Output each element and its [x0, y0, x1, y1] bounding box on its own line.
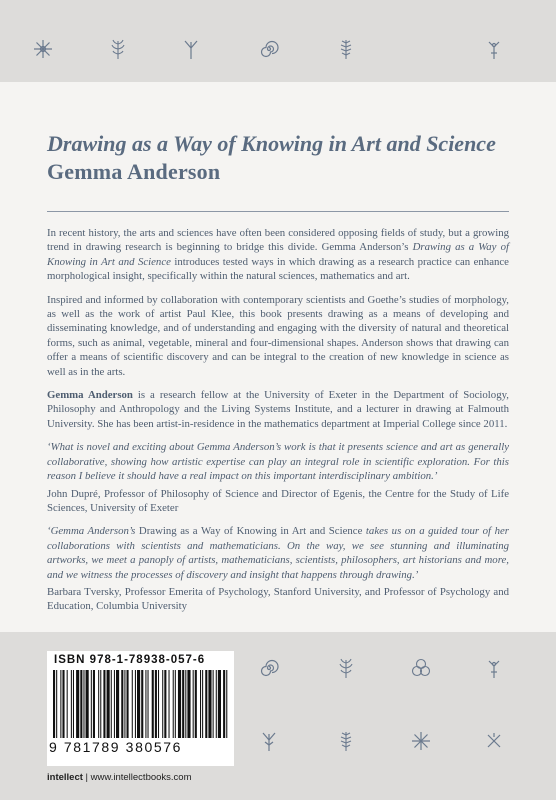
cross-sprig-icon [483, 730, 505, 752]
title-block [47, 130, 517, 186]
barcode-bar [187, 670, 190, 738]
publisher-line [47, 772, 192, 783]
barcode-bar [107, 670, 110, 738]
leaf-sprig-icon [107, 38, 129, 60]
barcode-bar [141, 670, 143, 738]
endorsement-attribution-2: Barbara Tversky, Professor Emerita of Psychology, Stanford University, and Professor of Psychology and Education, Columbia University [47, 585, 509, 613]
barcode-bar [169, 670, 170, 738]
barcode-bar [135, 670, 136, 738]
barcode-bar [71, 670, 72, 738]
barcode-bar [155, 670, 157, 738]
barcode-bar [91, 670, 92, 738]
plant-figure-icon [483, 657, 505, 679]
barcode-bar [53, 670, 55, 738]
author-bio: Gemma Anderson is a research fellow at the University of Exeter in the Department of Sociology, Philosophy and Anthropology and the Living Systems Institute, and a lecturer in drawing at Falmouth University. She has been artist-in-residence in the mathematics department at Imperial College since 2011. [47, 389, 509, 430]
barcode-bar [80, 670, 82, 738]
blurb-paragraph-2: Inspired and informed by collaboration with contemporary scientists and Goethe’s studies of morphology, as well as the work of artist Paul Klee, this book presents drawing as a means of developing and disseminating knowledge, and of understanding and engaging with the diversity of natural and theoretical forms, such as animal, vegetable, mineral and four-dimensional shapes. Anderson shows that drawing can offer a means of scientific discovery and can be integral to the creation of new knowledge in science as well as in the arts. [47, 293, 509, 378]
barcode-bar [158, 670, 159, 738]
barcode-bar [67, 670, 68, 738]
barcode-bar [73, 670, 74, 738]
barcode-bar [86, 670, 89, 738]
spiral-icon [258, 657, 280, 679]
barcode-bar [205, 670, 207, 738]
barcode-bar [111, 670, 112, 738]
starburst-icon [410, 730, 432, 752]
inline-book-title: Drawing as a Way of Knowing in Art and Science [138, 525, 363, 538]
barcode-bar [121, 670, 123, 738]
barcode-bars [53, 670, 228, 738]
barcode-bar [152, 670, 154, 738]
barcode-bar [56, 670, 57, 738]
publisher-name: intellect [47, 772, 83, 783]
barcode-bar [173, 670, 174, 738]
barcode-bar [137, 670, 140, 738]
spiral-icon [258, 38, 280, 60]
starburst-icon [32, 38, 54, 60]
barcode-bar [175, 670, 176, 738]
barcode-bar [200, 670, 201, 738]
book-title: Drawing as a Way of Knowing in Art and Science [47, 131, 496, 156]
leaf-sprig-icon [335, 657, 357, 679]
endorsement-quote-2: ‘Gemma Anderson’s Drawing as a Way of Knowing in Art and Science takes us on a guided tour of her collaborations with scientists and mathematicians. On the way, we see stunning and illuminating artworks, we meet a panoply of artists, mathematicians, scientists, philosophers, art historians and more, and we witness the processes of discovery and insight that happens through drawing.’ [47, 525, 510, 581]
barcode-bar [208, 670, 211, 738]
publisher-url[interactable]: www.intellectbooks.com [90, 772, 192, 783]
branch-icon [180, 38, 202, 60]
blurb-paragraph-1: In recent history, the arts and sciences have often been considered opposing fields of study, but a growing trend in drawing research is beginning to bridge this divide. Gemma Anderson’s Drawing as a Way of Knowing in Art and Science introduces tested ways in which drawing as a research practice can enhance morphological insight, specifically within the natural sciences, mathematics and art. [47, 227, 509, 283]
barcode-bar [76, 670, 79, 738]
blurb-text [47, 226, 509, 623]
barcode-bar [100, 670, 101, 738]
barcode-bar [93, 670, 95, 738]
isbn-label: ISBN 978-1-78938-057-6 [54, 654, 206, 666]
divider [47, 211, 509, 212]
inline-book-title: Drawing as a Way of Knowing in Art and Science [47, 241, 509, 268]
branch-icon [258, 730, 280, 752]
barcode-box [47, 651, 234, 766]
barcode-bar [185, 670, 186, 738]
endorsement-attribution-1: John Dupré, Professor of Philosophy of Science and Director of Egenis, the Centre for the Study of Life Sciences, University of Exeter [47, 487, 509, 514]
barcode-bar [213, 670, 214, 738]
barcode-bar [218, 670, 221, 738]
fern-icon [335, 730, 357, 752]
barcode-bar [116, 670, 119, 738]
barcode-bar [164, 670, 166, 738]
endorsement-quote-1: ‘What is novel and exciting about Gemma Anderson’s work is that it presents science and art as generally collaborative, showing how artistic expertise can play an integral role in scientific exploration. For this reason I believe it should have a real impact on this important interdisciplinary ambition.’ [47, 441, 509, 483]
barcode-bar [83, 670, 84, 738]
barcode-bar [182, 670, 184, 738]
barcode-bar [103, 670, 105, 738]
barcode-bar [162, 670, 163, 738]
barcode-bar [223, 670, 225, 738]
barcode-bar [195, 670, 197, 738]
barcode-bar [62, 670, 64, 738]
barcode-bar [202, 670, 203, 738]
barcode-bar [114, 670, 115, 738]
barcode-bar [132, 670, 133, 738]
barcode-bar [127, 670, 129, 738]
barcode-bar [193, 670, 194, 738]
book-author: Gemma Anderson [47, 159, 221, 184]
top-decorative-band [0, 0, 556, 82]
fern-icon [335, 38, 357, 60]
barcode-bar [148, 670, 149, 738]
barcode-bar [145, 670, 146, 738]
barcode-bar [226, 670, 227, 738]
barcode-bar [98, 670, 99, 738]
barcode-bar [60, 670, 61, 738]
author-bio-name: Gemma Anderson [47, 389, 133, 402]
barcode-bar [216, 670, 217, 738]
barcode-digits: 9 781789 380576 [49, 739, 182, 755]
barcode-bar [124, 670, 125, 738]
trefoil-knot-icon [410, 657, 432, 679]
barcode-bar [178, 670, 181, 738]
publisher-separator: | [82, 772, 91, 783]
plant-figure-icon [483, 38, 505, 60]
